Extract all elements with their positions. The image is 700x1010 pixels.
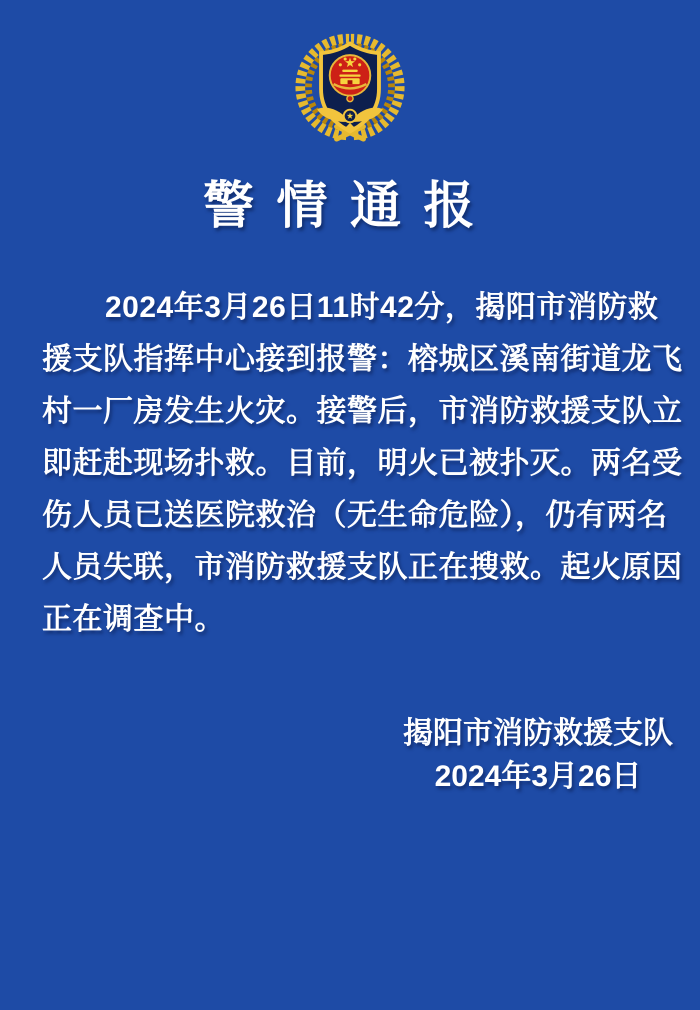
notice-body [42, 282, 683, 646]
body-line-3: 村一厂房发生火灾。接警后，市消防救援支队立 [42, 395, 683, 428]
body-line-2: 援支队指挥中心接到报警：榕城区溪南街道龙飞 [42, 343, 683, 376]
body-line-6: 人员失联，市消防救援支队正在搜救。起火原因 [42, 551, 683, 584]
notice-title: 警情通报 [203, 177, 497, 234]
body-line-1: 2024年3月26日11时42分，揭阳市消防救 [105, 291, 659, 324]
body-line-4: 即赶赴现场扑救。目前，明火已被扑灭。两名受 [42, 447, 683, 480]
signature-organization: 揭阳市消防救援支队 [403, 717, 673, 750]
signature-date: 2024年3月26日 [434, 760, 642, 793]
body-line-5: 伤人员已送医院救治（无生命危险），仍有两名 [42, 499, 668, 532]
signature-block [403, 712, 673, 798]
fire-rescue-badge-icon [292, 31, 408, 143]
body-line-7: 正在调查中。 [42, 603, 225, 636]
